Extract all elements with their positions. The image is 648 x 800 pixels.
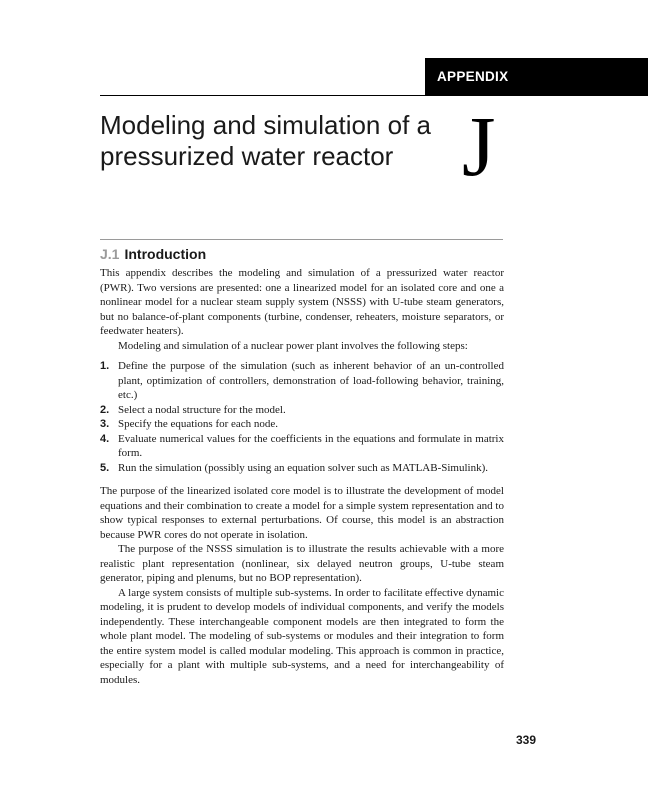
section-rule xyxy=(100,239,503,240)
chapter-letter: J xyxy=(462,98,496,194)
section-number: J.1 xyxy=(100,246,120,262)
steps-list xyxy=(100,359,504,475)
list-item xyxy=(100,432,504,461)
paragraph-modular-modeling: A large system consists of multiple sub-systems. In order to facilitate effective dynamic modeling, it is prudent to develop models of individual components, and verify the models independently. These interchangeable component models are then integrated to form the whole plant model. The modeling of sub-systems or modules and their integration to form the entire system model is called modular modeling. This approach is common in practice, especially for a plant with multiple sub-systems, and a need for interchangeability of modules. xyxy=(100,586,504,686)
section-title: Introduction xyxy=(124,246,207,262)
list-item-text: Specify the equations for each node. xyxy=(118,418,279,430)
list-item xyxy=(100,461,504,476)
page-number: 339 xyxy=(516,733,537,747)
list-item-number: 5. xyxy=(100,461,110,474)
header-rule xyxy=(100,95,648,96)
section-heading xyxy=(100,245,206,263)
body-text xyxy=(100,266,504,687)
appendix-tag: APPENDIX xyxy=(425,58,648,95)
list-item-text: Select a nodal structure for the model. xyxy=(118,403,286,416)
list-item-text: Define the purpose of the simulation (such as inherent behavior of an un-controlled plant, optimization of controllers, demonstration of load-following behavior, training, etc.) xyxy=(118,360,504,401)
list-item-number: 3. xyxy=(100,418,110,430)
list-item-number: 4. xyxy=(100,432,110,445)
paragraph-steps-lead: Modeling and simulation of a nuclear power plant involves the following steps: xyxy=(118,339,468,352)
paragraph-intro: This appendix describes the modeling and simulation of a pressurized water reactor (PWR). Two versions are presented: one a linearized model for an isolated core and one a nonlinear model for a nuclear steam supply system (NSSS) with U-tube steam generators, but no balance-of-plant components (turbine, condenser, reheaters, moisture separators, or feedwater heaters). xyxy=(100,267,504,337)
paragraph-nsss-simulation: The purpose of the NSSS simulation is to illustrate the results achievable with a more realistic plant representation (nonlinear, six delayed neutron groups, U-tube steam generator, piping and plenums, but no BOP representation). xyxy=(100,543,504,584)
list-item-number: 1. xyxy=(100,360,110,372)
list-item-number: 2. xyxy=(100,403,110,416)
list-item xyxy=(100,359,504,403)
list-item-text: Run the simulation (possibly using an equation solver such as MATLAB-Simulink). xyxy=(118,461,489,474)
list-item-text: Evaluate numerical values for the coefficients in the equations and formulate in matrix form. xyxy=(118,432,504,459)
list-item xyxy=(100,417,504,432)
list-item xyxy=(100,403,504,418)
chapter-title: Modeling and simulation of a pressurized water reactor xyxy=(100,110,431,171)
paragraph-linearized-model: The purpose of the linearized isolated core model is to illustrate the development of model equations and their combination to create a model for a simple system representation and to show typical responses to external perturbations. Of course, this model is an abstraction because PWR cores do not operate in isolation. xyxy=(100,485,504,541)
